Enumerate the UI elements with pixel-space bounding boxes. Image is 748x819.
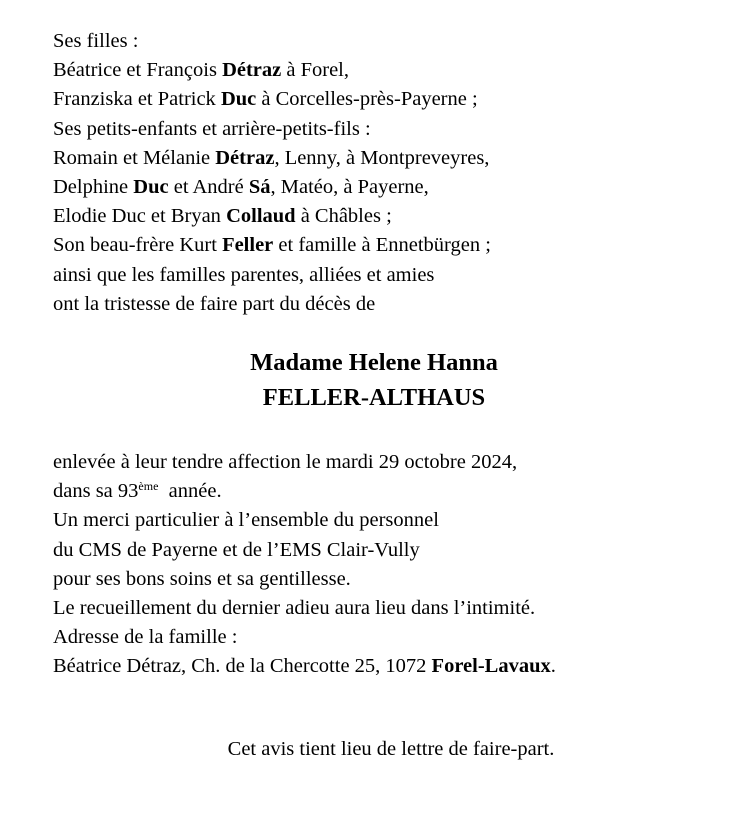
family-list (53, 27, 491, 319)
thanks-line-2: du CMS de Payerne et de l’EMS Clair-Vully (53, 538, 420, 561)
daughter-line-2: Franziska et Patrick Duc à Corcelles-près-Payerne ; (53, 88, 478, 111)
grandchild-line-3: Elodie Duc et Bryan Collaud à Châbles ; (53, 205, 392, 228)
address-line: Béatrice Détraz, Ch. de la Chercotte 25, 1072 Forel-Lavaux. (53, 655, 556, 678)
details-list (53, 448, 556, 682)
surname: Duc (220, 88, 257, 111)
address-heading: Adresse de la famille : (53, 626, 238, 649)
age-line: dans sa 93ème année. (53, 479, 222, 503)
daughters-heading: Ses filles : (53, 30, 139, 52)
thanks-line-3: pour ses bons soins et sa gentillesse. (53, 567, 351, 590)
relatives-line: ainsi que les familles parentes, alliées et amies (53, 263, 435, 286)
daughter-line-1: Béatrice et François Détraz à Forel, (53, 59, 349, 82)
brother-in-law-line: Son beau-frère Kurt Feller et famille à Ennetbürgen ; (53, 234, 491, 257)
thanks-line-1: Un merci particulier à l’ensemble du personnel (53, 509, 439, 532)
deceased-name (0, 345, 748, 415)
ceremony-line: Le recueillement du dernier adieu aura lieu dans l’intimité. (53, 596, 536, 619)
age-superscript: ème (138, 479, 159, 494)
address-city: Forel-Lavaux (431, 655, 551, 678)
surname: Détraz (222, 59, 282, 82)
grandchildren-heading: Ses petits-enfants et arrière-petits-fils : (53, 117, 371, 140)
death-line: enlevée à leur tendre affection le mardi 29 octobre 2024, (53, 451, 518, 473)
surname: Détraz (215, 146, 275, 169)
announcement-line: ont la tristesse de faire part du décès de (53, 292, 376, 315)
deceased-name-line-2: FELLER-ALTHAUS (262, 384, 486, 411)
deceased-name-line-1: Madame Helene Hanna (250, 349, 498, 376)
surname: Sá (248, 175, 271, 198)
surname: Duc (133, 175, 169, 198)
surname: Collaud (226, 205, 296, 228)
grandchild-line-2: Delphine Duc et André Sá, Matéo, à Payerne, (53, 175, 429, 198)
surname: Feller (222, 234, 274, 257)
grandchild-line-1: Romain et Mélanie Détraz, Lenny, à Montpreveyres, (53, 146, 490, 169)
footer-note: Cet avis tient lieu de lettre de faire-part. (227, 738, 555, 760)
